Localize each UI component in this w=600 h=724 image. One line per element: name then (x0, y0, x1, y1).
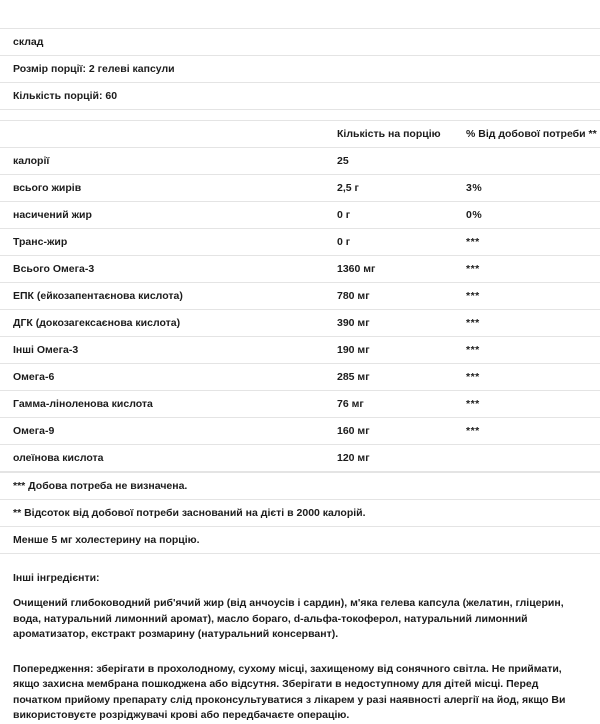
nutrient-name-cell: Гамма-ліноленова кислота (0, 391, 337, 418)
nutrient-amount-cell: 1360 мг (337, 256, 466, 283)
warning-body: Попередження: зберігати в прохолодному, сухому місці, захищеному від сонячного світла. Не приймати, якщо захисна мембрана пошкоджена або відсутня. Зберігати в недоступному для дітей місці. Перед початком прийому препарату слід проконсультуватися з лікарем у разі наявності алергії на йод, якщо Ви використовуєте розріджувачі крові або передбачаєте операцію. (13, 662, 566, 721)
supplement-facts-title: склад (0, 29, 600, 56)
footnote-text: Менше 5 мг холестерину на порцію. (0, 527, 600, 554)
section-spacer (0, 110, 600, 120)
nutrient-name-cell: ЕПК (ейкозапентаєнова кислота) (0, 283, 337, 310)
nutrition-table-body (0, 148, 600, 472)
other-ingredients-title: Інші інгредієнти: (13, 572, 100, 584)
serving-info-table (0, 28, 600, 110)
column-header-amount-per-serving: Кількість на порцію (337, 121, 466, 148)
table-header-row (0, 121, 600, 148)
footnote-text: ** Відсоток від добової потреби заснований на дієті в 2000 калорій. (0, 500, 600, 527)
nutrient-name-cell: калорії (0, 148, 337, 175)
table-row (0, 175, 600, 202)
footnote-text: *** Добова потреба не визначена. (0, 473, 600, 500)
table-row (0, 337, 600, 364)
nutrient-daily-value-cell: 3% (466, 175, 600, 202)
footnotes-body (0, 473, 600, 554)
nutrient-daily-value-cell (466, 445, 600, 472)
nutrient-amount-cell: 285 мг (337, 364, 466, 391)
nutrient-name-cell: всього жирів (0, 175, 337, 202)
table-row (0, 445, 600, 472)
nutrient-amount-cell: 120 мг (337, 445, 466, 472)
servings-per-container-text: Кількість порцій: 60 (0, 83, 600, 110)
nutrient-daily-value-cell: *** (466, 418, 600, 445)
other-ingredients-section (0, 571, 600, 643)
nutrient-amount-cell: 190 мг (337, 337, 466, 364)
serving-size-row (0, 56, 600, 83)
footnote-row (0, 473, 600, 500)
nutrient-amount-cell: 160 мг (337, 418, 466, 445)
table-row (0, 229, 600, 256)
nutrient-name-cell: Омега-6 (0, 364, 337, 391)
nutrient-name-cell: Всього Омега-3 (0, 256, 337, 283)
table-row (0, 283, 600, 310)
warning-section (0, 662, 600, 724)
nutrient-name-cell: Інші Омега-3 (0, 337, 337, 364)
nutrient-daily-value-cell: *** (466, 283, 600, 310)
nutrient-daily-value-cell: 0% (466, 202, 600, 229)
nutrient-amount-cell: 780 мг (337, 283, 466, 310)
nutrient-name-cell: олеїнова кислота (0, 445, 337, 472)
footnotes-table (0, 472, 600, 554)
table-row (0, 310, 600, 337)
table-row (0, 148, 600, 175)
table-row (0, 391, 600, 418)
nutrient-name-cell: насичений жир (0, 202, 337, 229)
table-row (0, 418, 600, 445)
nutrient-daily-value-cell (466, 148, 600, 175)
nutrient-amount-cell: 25 (337, 148, 466, 175)
table-row (0, 202, 600, 229)
serving-info-body (0, 29, 600, 110)
nutrient-daily-value-cell: *** (466, 229, 600, 256)
nutrient-daily-value-cell: *** (466, 256, 600, 283)
nutrient-name-cell: Омега-9 (0, 418, 337, 445)
nutrient-name-cell: Транс-жир (0, 229, 337, 256)
nutrient-daily-value-cell: *** (466, 337, 600, 364)
footnote-row (0, 527, 600, 554)
table-row (0, 364, 600, 391)
table-row (0, 256, 600, 283)
nutrient-amount-cell: 0 г (337, 229, 466, 256)
nutrition-facts-table (0, 120, 600, 472)
nutrient-daily-value-cell: *** (466, 364, 600, 391)
serving-info-title-row (0, 29, 600, 56)
nutrition-table-header (0, 121, 600, 148)
nutrient-amount-cell: 390 мг (337, 310, 466, 337)
serving-size-text: Розмір порції: 2 гелеві капсули (0, 56, 600, 83)
other-ingredients-body: Очищений глибоководний риб'ячий жир (від анчоусів і сардин), м'яка гелева капсула (желатин, гліцерин, вода, натуральний лимонний аромат), масло бораго, d-альфа-токоферол, натуральний лимонний ароматизатор, екстракт розмарину (натуральний консервант). (13, 597, 564, 640)
column-header-daily-value: % Від добової потреби ** (466, 121, 600, 148)
nutrient-daily-value-cell: *** (466, 310, 600, 337)
column-header-nutrient (0, 121, 337, 148)
nutrient-daily-value-cell: *** (466, 391, 600, 418)
nutrient-name-cell: ДГК (докозагексаєнова кислота) (0, 310, 337, 337)
servings-per-container-row (0, 83, 600, 110)
nutrient-amount-cell: 76 мг (337, 391, 466, 418)
nutrient-amount-cell: 0 г (337, 202, 466, 229)
footnote-row (0, 500, 600, 527)
nutrient-amount-cell: 2,5 г (337, 175, 466, 202)
